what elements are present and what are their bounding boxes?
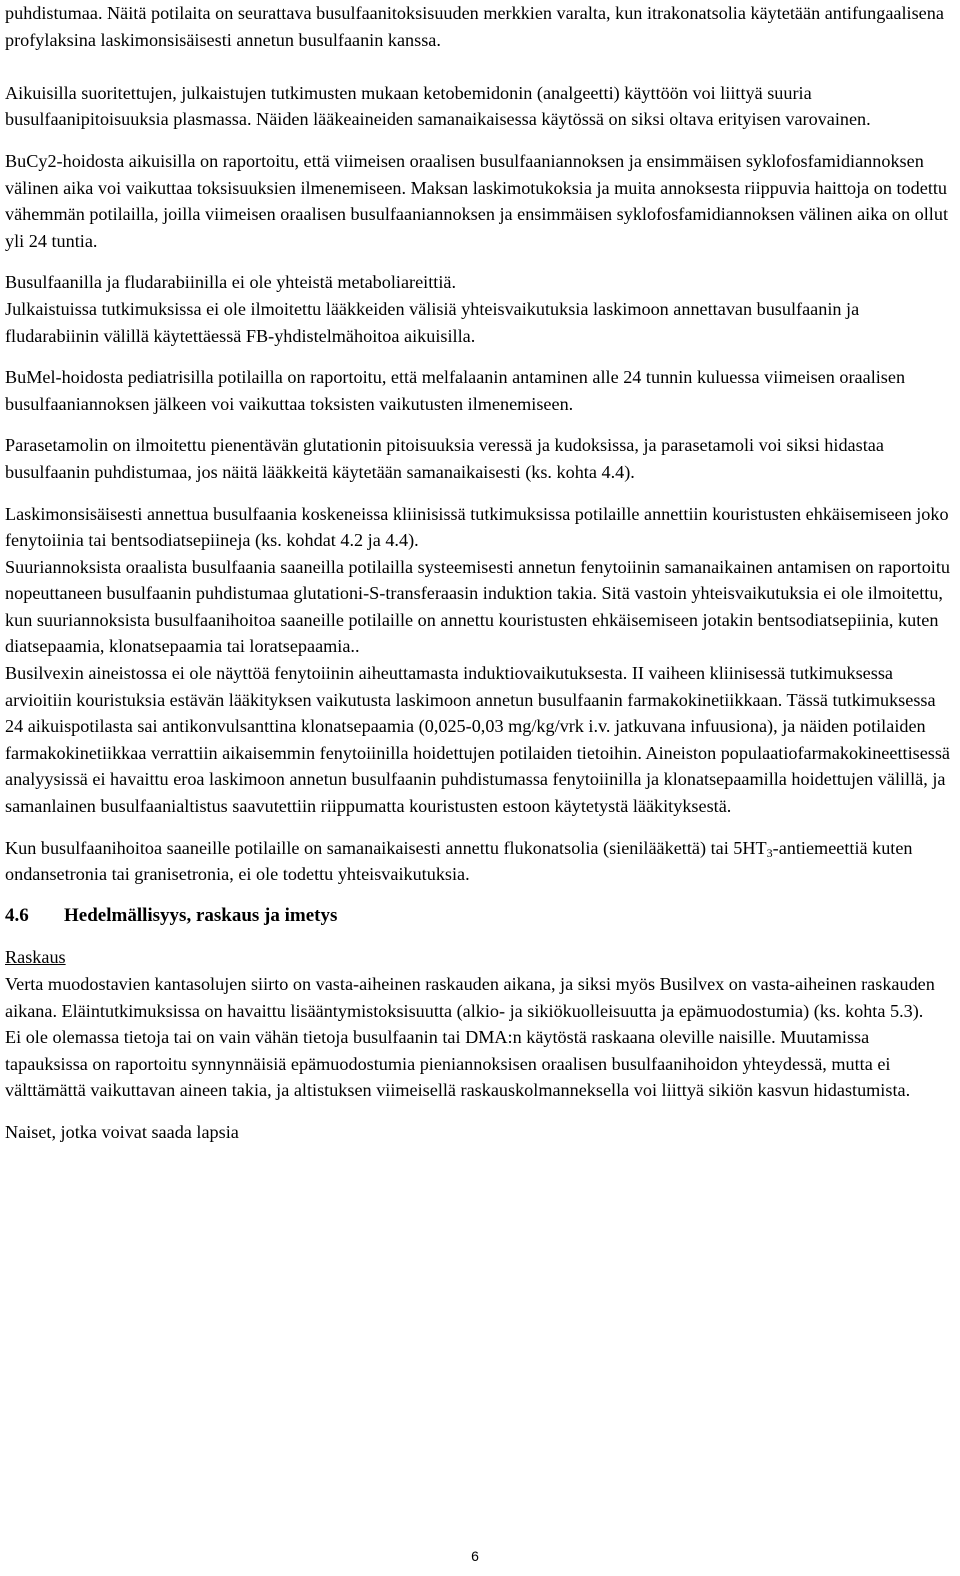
subheading-raskaus: Raskaus	[5, 947, 66, 968]
section-number: 4.6	[5, 904, 29, 926]
page-number: 6	[471, 1548, 479, 1564]
paragraph-itraconazole: puhdistumaa. Näitä potilaita on seurattava busulfaanitoksisuuden merkkien varalta, kun itrakonatsolia käytetään antifungaalisena profylaksina laskimonsisäisesti annetun busulfaanin kanssa.	[5, 3, 944, 50]
paragraph-fluconazole	[5, 835, 955, 888]
paragraph-raskaus-data: Ei ole olemassa tietoja tai on vain vähän tietoja busulfaanin tai DMA:n käytöstä raskaana oleville naisille. Muutamissa tapauksissa on raportoitu synnynnäisiä epämuodostumia pieniannoksisen oraalisen busulfaanihoidon yhteydessä, mutta ei välttämättä vaikuttavan aineen takia, ja altistuksen viimeisellä raskauskolmanneksella voi liittyä sikiön kasvun hidastumista.	[5, 1027, 911, 1101]
paragraph-busilvex-clonazepam: Busilvexin aineistossa ei ole näyttöä fenytoiinin aiheuttamasta induktiovaikutuksesta. II vaiheen kliinisessä tutkimuksessa arvioitiin kouristuksia estävän lääkityksen vaikutusta laskimoon annetun busulfaanin farmakokinetiikkaan. Tässä tutkimuksessa 24 aikuispotilasta sai antikonvulsanttina klonatsepaamia (0,025-0,03 mg/kg/vrk i.v. jatkuvana infuusiona), ja näiden potilaiden farmakokinetiikkaa verrattiin aikaisemmin fenytoiinilla hoidettujen potilaiden tietoihin. Aineiston populaatiofarmakokineettisessä analyysissä ei havaittu eroa laskimoon annetun busulfaanin puhdistumassa fenytoiinilla ja klonatsepaamilla hoidettujen välillä, ja samanlainen busulfaanialtistus saavutettiin riippumatta kouristusten estoon käytetystä lääkityksestä.	[5, 663, 950, 817]
document-page	[5, 0, 955, 1146]
subheading-naiset: Naiset, jotka voivat saada lapsia	[5, 1121, 239, 1142]
paragraph-bumel: BuMel-hoidosta pediatrisilla potilailla on raportoitu, että melfalaanin antaminen alle 24 tunnin kuluessa viimeisen oraalisen busulfaaniannoksen jälkeen voi vaikuttaa toksisten vaikutusten ilmenemiseen.	[5, 367, 906, 414]
paragraph-phenytoin: Suuriannoksista oraalista busulfaania saaneilla potilailla systeemisesti annetun fenytoiinin samanaikainen antamisen on raportoitu nopeuttaneen busulfaanin puhdistumaa glutationi-S-transferaasin induktion takia. Sitä vastoin yhteisvaikutuksia ei ole ilmoitettu, kun suuriannoksista busulfaanihoitoa saaneille potilaille on annettu kouristusten ehkäisemiseen jotakin bentsodiatsepiinia, kuten diatsepaamia, klonatsepaamia tai loratsepaamia..	[5, 556, 950, 657]
paragraph-ketobemidone: Aikuisilla suoritettujen, julkaistujen tutkimusten mukaan ketobemidonin (analgeetti) käyttöön voi liittyä suuria busulfaanipitoisuuksia plasmassa. Näiden lääkeaineiden samanaikaisessa käytössä on siksi oltava erityisen varovainen.	[5, 82, 871, 130]
section-heading	[5, 903, 955, 930]
paragraph-anticonvulsants: Laskimonsisäisesti annettua busulfaania koskeneissa kliinisissä tutkimuksissa potilaille annettiin kouristusten ehkäisemiseen joko fenytoiinia tai bentsodiatsepiineja (ks. kohdat 4.2 ja 4.4).	[5, 503, 949, 551]
fluconazole-text-end: -antiemeettiä kuten ondansetronia tai granisetronia, ei ole todettu yhteisvaikutuksia.	[5, 837, 913, 885]
fluconazole-text-start: Kun busulfaanihoitoa saaneille potilaille on samanaikaisesti annettu flukonatsolia (sienilääkettä) tai 5HT	[5, 837, 767, 858]
paragraph-bucy2: BuCy2-hoidosta aikuisilla on raportoitu, että viimeisen oraalisen busulfaaniannoksen ja ensimmäisen syklofosfamidiannoksen välinen aika voi vaikuttaa toksisuuksien ilmenemiseen. Maksan laskimotukoksia ja muita annoksesta riippuvia haittoja on todettu vähemmän potilailla, joilla viimeisen oraalisen busulfaaniannoksen ja ensimmäisen syklofosfamidiannoksen välinen aika on ollut yli 24 tuntia.	[5, 150, 948, 251]
paragraph-paracetamol: Parasetamolin on ilmoitettu pienentävän glutationin pitoisuuksia veressä ja kudoksissa, ja parasetamoli voi siksi hidastaa busulfaanin puhdistumaa, jos näitä lääkkeitä käytetään samanaikaisesti (ks. kohta 4.4).	[5, 435, 884, 482]
subscript-3: 3	[766, 845, 773, 860]
section-title: Hedelmällisyys, raskaus ja imetys	[64, 904, 338, 926]
paragraph-raskaus-contraindication: Verta muodostavien kantasolujen siirto on vasta-aiheinen raskauden aikana, ja siksi myös Busilvex on vasta-aiheinen raskauden aikana. Eläintutkimuksissa on havaittu lisääntymistoksisuutta (alkio- ja sikiökuolleisuutta ja epämuodostumia) (ks. kohta 5.3).	[5, 974, 935, 1021]
paragraph-fludarabine-metabolism: Busulfaanilla ja fludarabiinilla ei ole yhteistä metaboliareittiä.	[5, 272, 456, 293]
paragraph-fludarabine-studies: Julkaistuissa tutkimuksissa ei ole ilmoitettu lääkkeiden välisiä yhteisvaikutuksia laskimoon annettavan busulfaanin ja fludarabiinin välillä käytettäessä FB-yhdistelmähoitoa aikuisilla.	[5, 298, 860, 346]
